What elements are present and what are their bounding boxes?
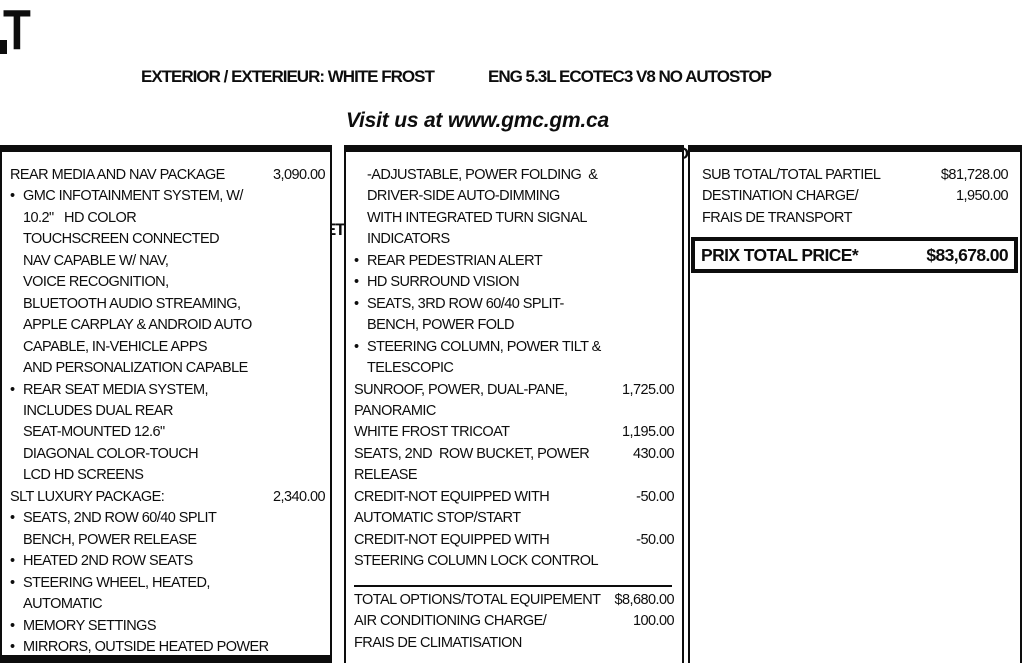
option-line xyxy=(354,487,674,508)
option-line-text: WITH INTEGRATED TURN SIGNAL xyxy=(367,209,587,226)
option-line-text: REAR SEAT MEDIA SYSTEM, xyxy=(23,381,209,398)
option-line-text: STEERING WHEEL, HEATED, xyxy=(23,574,210,591)
option-line-text: AUTOMATIC STOP/START xyxy=(354,510,521,527)
option-line xyxy=(354,251,674,272)
bullet-icon: • xyxy=(354,274,359,291)
option-line xyxy=(354,422,674,443)
option-line xyxy=(354,401,674,422)
option-line-price: $8,680.00 xyxy=(614,591,674,608)
option-line xyxy=(702,165,1008,186)
option-line xyxy=(354,272,674,293)
option-line-price: 2,340.00 xyxy=(272,488,325,505)
bullet-icon: • xyxy=(10,574,15,591)
option-line-price: 1,725.00 xyxy=(621,381,674,398)
grand-total-label: PRIX TOTAL PRICE* xyxy=(701,245,859,266)
option-line xyxy=(10,165,325,186)
option-line xyxy=(10,594,325,615)
option-line-text: REAR MEDIA AND NAV PACKAGE xyxy=(10,167,225,183)
option-line-price: 430.00 xyxy=(632,445,674,462)
options-column-2-lines xyxy=(354,165,674,573)
option-line xyxy=(10,294,325,315)
options-column-2-content xyxy=(346,152,682,654)
option-line-text: SEATS, 2ND ROW BUCKET, POWER xyxy=(354,445,590,462)
option-line xyxy=(354,315,674,336)
option-line-text: BENCH, POWER RELEASE xyxy=(23,531,197,548)
option-line-text: SEAT-MOUNTED 12.6" xyxy=(23,424,165,441)
price-summary-rows xyxy=(702,165,1008,229)
option-line xyxy=(10,272,325,293)
option-line xyxy=(10,208,325,229)
option-line xyxy=(354,208,674,229)
option-line xyxy=(354,465,674,486)
bullet-icon: • xyxy=(10,553,15,570)
option-line-text: FRAIS DE CLIMATISATION xyxy=(354,634,522,651)
options-column-2-totals xyxy=(354,590,674,654)
option-line-text: GMC INFOTAINMENT SYSTEM, W/ xyxy=(23,188,243,205)
trim-badge-letter: T xyxy=(3,0,31,62)
option-line xyxy=(10,573,325,594)
option-line-text: 10.2" HD COLOR xyxy=(23,209,137,226)
bullet-icon: • xyxy=(354,252,359,269)
option-line xyxy=(10,530,325,551)
option-line-text: VOICE RECOGNITION, xyxy=(23,274,169,291)
option-line-price: -50.00 xyxy=(636,488,674,505)
option-line-price: $81,728.00 xyxy=(940,167,1008,183)
option-line xyxy=(10,315,325,336)
column3-top-rule xyxy=(688,145,1022,152)
option-line-text: PANORAMIC xyxy=(354,402,436,419)
option-line xyxy=(354,611,674,632)
option-line xyxy=(10,337,325,358)
option-line xyxy=(10,637,325,658)
option-line-text: SUNROOF, POWER, DUAL-PANE, xyxy=(354,381,568,398)
option-line xyxy=(354,358,674,379)
option-line xyxy=(354,590,674,611)
options-total-divider xyxy=(354,585,672,587)
option-line-text: CREDIT-NOT EQUIPPED WITH xyxy=(354,488,550,505)
option-line-text: BLUETOOTH AUDIO STREAMING, xyxy=(23,295,241,312)
option-line xyxy=(354,380,674,401)
price-summary-content xyxy=(690,152,1020,273)
option-line-text: TELESCOPIC xyxy=(367,360,454,377)
option-line xyxy=(10,551,325,572)
option-line-text: SEATS, 2ND ROW 60/40 SPLIT xyxy=(23,510,217,527)
options-column-2 xyxy=(344,152,684,663)
option-line xyxy=(10,444,325,465)
option-line-text: TOTAL OPTIONS/TOTAL EQUIPEMENT xyxy=(354,591,601,608)
bullet-icon: • xyxy=(10,638,15,655)
bullet-icon: • xyxy=(10,381,15,398)
option-line-text: HD SURROUND VISION xyxy=(367,274,520,291)
option-line-price: -50.00 xyxy=(636,531,674,548)
option-line xyxy=(354,633,674,654)
option-line-price: 1,950.00 xyxy=(955,188,1008,205)
option-line xyxy=(354,337,674,358)
options-column-1 xyxy=(0,152,332,655)
option-line xyxy=(354,551,674,572)
option-line-text: HEATED 2ND ROW SEATS xyxy=(23,553,193,570)
option-line-text: MIRRORS, OUTSIDE HEATED POWER xyxy=(23,638,269,655)
option-line xyxy=(702,186,1008,207)
bullet-icon: • xyxy=(10,510,15,527)
column2-top-rule xyxy=(344,145,684,152)
option-line-text: APPLE CARPLAY & ANDROID AUTO xyxy=(23,317,252,334)
exterior-line-1: EXTERIOR / EXTERIEUR: WHITE FROST xyxy=(141,67,434,86)
option-line xyxy=(10,358,325,379)
option-line-text: SLT LUXURY PACKAGE: xyxy=(10,488,165,505)
option-line xyxy=(10,186,325,207)
option-line-text: WHITE FROST TRICOAT xyxy=(354,424,510,441)
bullet-icon: • xyxy=(354,295,359,312)
engine-line: ENG 5.3L ECOTEC3 V8 NO AUTOSTOP xyxy=(488,67,771,86)
option-line xyxy=(354,508,674,529)
grand-total-price: $83,678.00 xyxy=(926,245,1008,266)
option-line-text: DIAGONAL COLOR-TOUCH xyxy=(23,445,199,462)
option-line-text: LCD HD SCREENS xyxy=(23,467,144,484)
options-column-1-content xyxy=(2,152,330,658)
option-line-text: RELEASE xyxy=(354,467,418,484)
option-line-text: BENCH, POWER FOLD xyxy=(367,317,514,334)
option-line-text: NAV CAPABLE W/ NAV, xyxy=(23,252,169,269)
option-line-text: INDICATORS xyxy=(367,231,450,248)
option-line xyxy=(10,422,325,443)
option-line-text: FRAIS DE TRANSPORT xyxy=(702,209,852,226)
option-line xyxy=(10,487,325,508)
option-line-text: STEERING COLUMN LOCK CONTROL xyxy=(354,553,599,570)
option-line-text: CAPABLE, IN-VEHICLE APPS xyxy=(23,338,207,355)
option-line-text: -ADJUSTABLE, POWER FOLDING & xyxy=(367,167,598,183)
option-line xyxy=(354,165,674,186)
option-line xyxy=(10,616,325,637)
option-line-price: 100.00 xyxy=(632,613,674,630)
option-line xyxy=(354,294,674,315)
option-line xyxy=(10,401,325,422)
bullet-icon: • xyxy=(354,338,359,355)
option-line-price: 1,195.00 xyxy=(621,424,674,441)
option-line-text: DESTINATION CHARGE/ xyxy=(702,188,859,205)
option-line-text: AND PERSONALIZATION CAPABLE xyxy=(23,360,248,377)
option-line-text: SUB TOTAL/TOTAL PARTIEL xyxy=(702,167,881,183)
option-line xyxy=(354,530,674,551)
option-line-text: CREDIT-NOT EQUIPPED WITH xyxy=(354,531,550,548)
option-line-text: AUTOMATIC xyxy=(23,596,103,613)
option-line-text: SEATS, 3RD ROW 60/40 SPLIT- xyxy=(367,295,564,312)
option-line xyxy=(10,465,325,486)
option-line xyxy=(10,508,325,529)
option-line xyxy=(354,186,674,207)
price-summary-column xyxy=(688,152,1022,663)
bullet-icon: • xyxy=(10,188,15,205)
option-line-text: AIR CONDITIONING CHARGE/ xyxy=(354,613,547,630)
column1-top-rule xyxy=(0,145,332,152)
option-line xyxy=(354,444,674,465)
option-line xyxy=(10,380,325,401)
option-line-price: 3,090.00 xyxy=(272,167,325,183)
grand-total-box xyxy=(691,237,1018,273)
option-line-text: STEERING COLUMN, POWER TILT & xyxy=(367,338,601,355)
option-line xyxy=(354,229,674,250)
option-line xyxy=(10,251,325,272)
option-line-text: TOUCHSCREEN CONNECTED xyxy=(23,231,220,248)
option-line-text: DRIVER-SIDE AUTO-DIMMING xyxy=(367,188,560,205)
option-line-text: INCLUDES DUAL REAR xyxy=(23,402,173,419)
option-line xyxy=(702,208,1008,229)
bullet-icon: • xyxy=(10,617,15,634)
option-line-text: MEMORY SETTINGS xyxy=(23,617,157,634)
visit-website-text: Visit us at www.gmc.gm.ca xyxy=(346,109,610,132)
option-line xyxy=(10,229,325,250)
option-line-text: REAR PEDESTRIAN ALERT xyxy=(367,252,543,269)
